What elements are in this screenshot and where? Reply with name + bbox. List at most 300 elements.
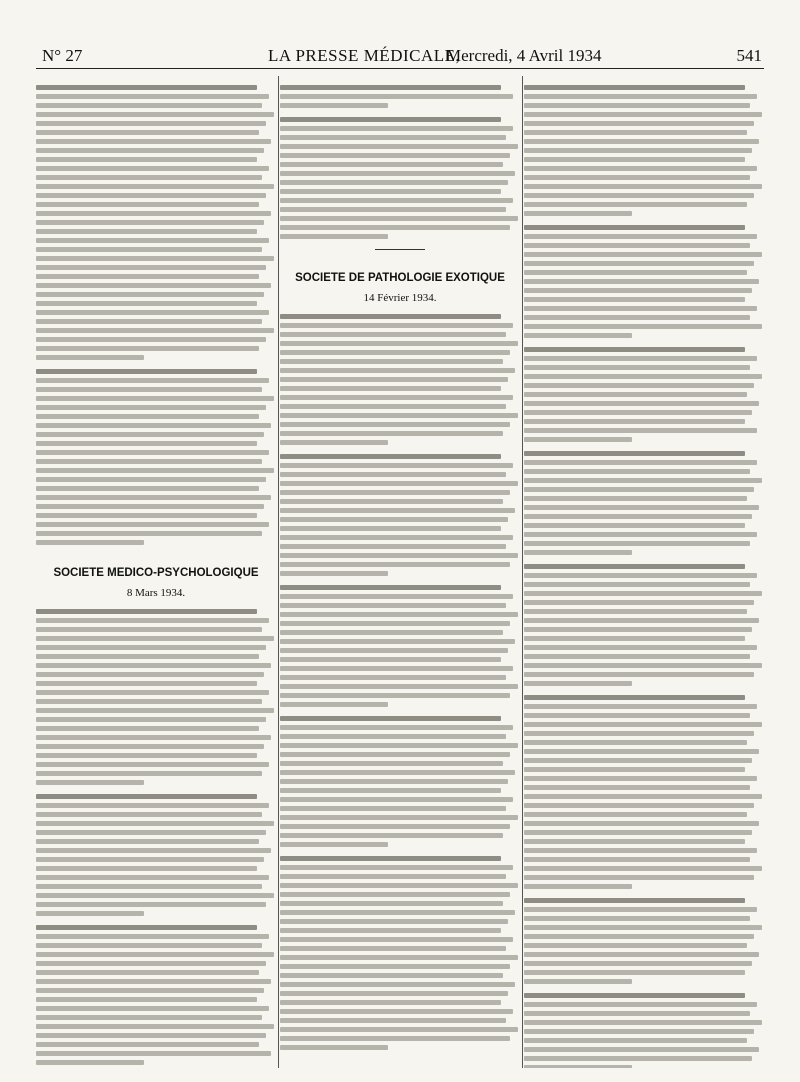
text-line-placeholder	[524, 794, 762, 799]
text-line-placeholder	[36, 337, 266, 342]
text-line-placeholder	[524, 695, 745, 700]
text-line-placeholder	[524, 618, 759, 623]
text-line-placeholder	[524, 812, 747, 817]
text-line-placeholder	[524, 645, 757, 650]
text-line-placeholder	[280, 535, 513, 540]
text-line-placeholder	[280, 842, 388, 847]
text-line-placeholder	[36, 292, 264, 297]
text-line-placeholder	[36, 346, 259, 351]
text-line-placeholder	[280, 94, 513, 99]
text-line-placeholder	[280, 431, 503, 436]
text-line-placeholder	[36, 830, 266, 835]
text-line-placeholder	[36, 94, 269, 99]
text-line-placeholder	[524, 821, 759, 826]
text-line-placeholder	[280, 743, 518, 748]
text-line-placeholder	[280, 1027, 518, 1032]
text-line-placeholder	[280, 472, 506, 477]
text-line-placeholder	[524, 970, 745, 975]
text-line-placeholder	[524, 148, 752, 153]
text-line-placeholder	[524, 993, 745, 998]
text-line-placeholder	[280, 126, 513, 131]
text-line-placeholder	[36, 988, 264, 993]
text-line-placeholder	[524, 139, 759, 144]
text-line-placeholder	[524, 333, 632, 338]
text-line-placeholder	[36, 405, 266, 410]
newspaper-title: LA PRESSE MÉDICALE,	[268, 46, 461, 65]
text-line-placeholder	[280, 725, 513, 730]
text-line-placeholder	[280, 594, 513, 599]
text-line-placeholder	[280, 1036, 510, 1041]
text-line-placeholder	[36, 884, 262, 889]
text-line-placeholder	[280, 216, 518, 221]
text-line-placeholder	[524, 85, 745, 90]
text-line-placeholder	[36, 130, 259, 135]
text-line-placeholder	[524, 514, 752, 519]
text-line-placeholder	[524, 166, 757, 171]
text-line-placeholder	[524, 1002, 757, 1007]
text-line-placeholder	[36, 902, 266, 907]
text-line-placeholder	[524, 225, 745, 230]
text-line-placeholder	[280, 824, 510, 829]
column-left	[36, 76, 276, 1068]
text-line-placeholder	[280, 937, 513, 942]
text-line-placeholder	[36, 85, 257, 90]
column-divider	[522, 76, 523, 1068]
text-line-placeholder	[36, 943, 262, 948]
text-line-placeholder	[280, 684, 518, 689]
text-line-placeholder	[36, 839, 259, 844]
text-line-placeholder	[524, 315, 750, 320]
text-line-placeholder	[280, 639, 515, 644]
text-line-placeholder	[280, 153, 510, 158]
text-line-placeholder	[36, 970, 259, 975]
text-line-placeholder	[524, 600, 754, 605]
text-line-placeholder	[280, 314, 501, 319]
text-line-placeholder	[280, 526, 501, 531]
text-line-placeholder	[524, 681, 632, 686]
text-line-placeholder	[280, 377, 508, 382]
text-line-placeholder	[524, 279, 759, 284]
text-line-placeholder	[280, 198, 513, 203]
text-line-placeholder	[524, 884, 632, 889]
text-line-placeholder	[524, 713, 750, 718]
text-line-placeholder	[524, 582, 750, 587]
section-heading-pathologie-exotique: SOCIÉTÉ DE PATHOLOGIE EXOTIQUE	[295, 272, 505, 284]
text-line-placeholder	[524, 803, 754, 808]
text-line-placeholder	[280, 571, 388, 576]
text-line-placeholder	[280, 463, 513, 468]
text-line-placeholder	[36, 1033, 266, 1038]
text-line-placeholder	[524, 573, 757, 578]
text-line-placeholder	[524, 288, 752, 293]
text-line-placeholder	[36, 627, 262, 632]
text-line-placeholder	[524, 663, 762, 668]
text-line-placeholder	[524, 324, 762, 329]
illegible-text	[280, 85, 520, 239]
text-line-placeholder	[524, 392, 747, 397]
text-line-placeholder	[280, 562, 510, 567]
text-line-placeholder	[524, 505, 759, 510]
text-line-placeholder	[524, 627, 752, 632]
text-line-placeholder	[280, 928, 501, 933]
text-line-placeholder	[280, 103, 388, 108]
text-line-placeholder	[280, 499, 503, 504]
text-line-placeholder	[524, 347, 745, 352]
text-line-placeholder	[524, 654, 750, 659]
text-line-placeholder	[280, 973, 503, 978]
text-line-placeholder	[280, 413, 518, 418]
text-line-placeholder	[280, 833, 503, 838]
text-line-placeholder	[280, 1045, 388, 1050]
text-line-placeholder	[524, 591, 762, 596]
section-date: 14 Février 1934.	[363, 292, 437, 304]
text-line-placeholder	[280, 440, 388, 445]
text-line-placeholder	[280, 162, 503, 167]
text-line-placeholder	[280, 341, 518, 346]
text-line-placeholder	[36, 821, 274, 826]
text-line-placeholder	[36, 193, 266, 198]
text-line-placeholder	[280, 180, 508, 185]
text-line-placeholder	[524, 130, 747, 135]
text-line-placeholder	[36, 531, 262, 536]
text-line-placeholder	[524, 916, 750, 921]
text-line-placeholder	[36, 1006, 269, 1011]
text-line-placeholder	[280, 779, 508, 784]
text-line-placeholder	[36, 753, 257, 758]
text-line-placeholder	[36, 319, 262, 324]
text-line-placeholder	[280, 189, 501, 194]
text-line-placeholder	[280, 234, 388, 239]
text-line-placeholder	[36, 952, 274, 957]
text-line-placeholder	[36, 1024, 274, 1029]
text-line-placeholder	[524, 943, 747, 948]
text-line-placeholder	[280, 883, 518, 888]
text-line-placeholder	[36, 378, 269, 383]
text-line-placeholder	[524, 356, 757, 361]
text-line-placeholder	[524, 767, 745, 772]
text-line-placeholder	[524, 410, 752, 415]
text-line-placeholder	[36, 139, 271, 144]
text-line-placeholder	[524, 365, 750, 370]
text-line-placeholder	[524, 740, 747, 745]
text-line-placeholder	[280, 874, 506, 879]
text-line-placeholder	[524, 252, 762, 257]
text-line-placeholder	[524, 907, 757, 912]
text-line-placeholder	[280, 788, 501, 793]
text-line-placeholder	[280, 603, 506, 608]
text-line-placeholder	[524, 1056, 752, 1061]
text-line-placeholder	[524, 898, 745, 903]
text-line-placeholder	[524, 749, 759, 754]
text-line-placeholder	[524, 401, 759, 406]
text-line-placeholder	[524, 451, 745, 456]
text-line-placeholder	[280, 171, 515, 176]
text-line-placeholder	[524, 437, 632, 442]
text-line-placeholder	[280, 553, 518, 558]
masthead	[36, 44, 764, 69]
text-line-placeholder	[36, 184, 274, 189]
text-line-placeholder	[524, 460, 757, 465]
text-line-placeholder	[36, 396, 274, 401]
text-line-placeholder	[36, 997, 257, 1002]
issue-date: Mercredi, 4 Avril 1934	[446, 46, 602, 65]
text-line-placeholder	[280, 675, 506, 680]
text-line-placeholder	[280, 991, 508, 996]
text-line-placeholder	[280, 770, 515, 775]
text-line-placeholder	[36, 857, 264, 862]
text-line-placeholder	[280, 144, 518, 149]
section-separator	[375, 249, 425, 250]
text-line-placeholder	[36, 301, 257, 306]
text-line-placeholder	[36, 812, 262, 817]
text-line-placeholder	[524, 496, 747, 501]
text-line-placeholder	[280, 386, 501, 391]
text-line-placeholder	[524, 419, 745, 424]
text-line-placeholder	[280, 517, 508, 522]
text-line-placeholder	[280, 716, 501, 721]
text-line-placeholder	[280, 964, 510, 969]
text-line-placeholder	[524, 374, 762, 379]
illegible-text	[280, 314, 520, 1050]
text-line-placeholder	[36, 495, 271, 500]
text-line-placeholder	[524, 234, 757, 239]
text-line-placeholder	[36, 175, 262, 180]
text-line-placeholder	[524, 261, 754, 266]
text-line-placeholder	[524, 487, 754, 492]
text-line-placeholder	[280, 368, 515, 373]
text-line-placeholder	[36, 681, 257, 686]
text-line-placeholder	[280, 85, 501, 90]
text-line-placeholder	[36, 875, 269, 880]
text-line-placeholder	[280, 422, 510, 427]
text-line-placeholder	[36, 618, 269, 623]
text-line-placeholder	[280, 955, 518, 960]
text-line-placeholder	[280, 865, 513, 870]
text-line-placeholder	[524, 121, 754, 126]
text-line-placeholder	[36, 803, 269, 808]
text-line-placeholder	[524, 478, 762, 483]
text-line-placeholder	[36, 726, 259, 731]
text-line-placeholder	[280, 734, 506, 739]
text-line-placeholder	[524, 306, 757, 311]
text-line-placeholder	[36, 690, 269, 695]
text-line-placeholder	[524, 1038, 747, 1043]
text-line-placeholder	[280, 454, 501, 459]
text-line-placeholder	[36, 468, 274, 473]
text-line-placeholder	[36, 432, 264, 437]
text-line-placeholder	[36, 672, 264, 677]
text-line-placeholder	[280, 892, 510, 897]
illegible-text	[36, 609, 276, 1068]
text-line-placeholder	[524, 1047, 759, 1052]
text-line-placeholder	[524, 722, 762, 727]
text-line-placeholder	[280, 323, 513, 328]
text-line-placeholder	[280, 761, 503, 766]
text-line-placeholder	[36, 961, 266, 966]
text-line-placeholder	[36, 369, 257, 374]
text-line-placeholder	[36, 645, 266, 650]
text-line-placeholder	[36, 247, 262, 252]
text-line-placeholder	[36, 387, 262, 392]
text-line-placeholder	[36, 477, 266, 482]
text-line-placeholder	[524, 202, 747, 207]
text-line-placeholder	[524, 112, 762, 117]
text-line-placeholder	[36, 636, 274, 641]
text-line-placeholder	[524, 1020, 762, 1025]
text-line-placeholder	[36, 283, 271, 288]
text-line-placeholder	[280, 350, 510, 355]
text-line-placeholder	[524, 428, 757, 433]
text-line-placeholder	[280, 657, 501, 662]
text-line-placeholder	[36, 848, 271, 853]
text-line-placeholder	[280, 752, 510, 757]
text-line-placeholder	[280, 395, 513, 400]
text-line-placeholder	[524, 523, 745, 528]
text-line-placeholder	[36, 735, 271, 740]
text-line-placeholder	[280, 508, 515, 513]
text-line-placeholder	[36, 166, 269, 171]
text-line-placeholder	[36, 934, 269, 939]
text-line-placeholder	[280, 693, 510, 698]
text-line-placeholder	[524, 270, 747, 275]
text-line-placeholder	[524, 925, 762, 930]
text-line-placeholder	[280, 982, 515, 987]
text-line-placeholder	[36, 663, 271, 668]
text-line-placeholder	[36, 1051, 271, 1056]
text-line-placeholder	[280, 1000, 501, 1005]
text-line-placeholder	[524, 184, 762, 189]
text-line-placeholder	[36, 654, 259, 659]
text-line-placeholder	[280, 901, 503, 906]
text-line-placeholder	[280, 910, 515, 915]
text-line-placeholder	[524, 550, 632, 555]
illegible-text	[524, 85, 764, 1068]
text-line-placeholder	[524, 94, 757, 99]
text-line-placeholder	[280, 797, 513, 802]
text-line-placeholder	[36, 771, 262, 776]
text-line-placeholder	[36, 699, 262, 704]
text-line-placeholder	[524, 211, 632, 216]
text-line-placeholder	[524, 866, 762, 871]
text-line-placeholder	[280, 359, 503, 364]
text-line-placeholder	[280, 207, 506, 212]
text-line-placeholder	[524, 672, 754, 677]
text-line-placeholder	[36, 911, 144, 916]
text-line-placeholder	[280, 490, 510, 495]
text-line-placeholder	[36, 979, 271, 984]
section-heading-medico-psychologique: SOCIÉTÉ MÉDICO-PSYCHOLOGIQUE	[53, 567, 259, 579]
issue-number: N° 27	[42, 46, 83, 65]
text-line-placeholder	[36, 609, 257, 614]
text-line-placeholder	[36, 717, 266, 722]
text-line-placeholder	[524, 979, 632, 984]
text-line-placeholder	[36, 328, 274, 333]
text-line-placeholder	[36, 708, 274, 713]
text-line-placeholder	[280, 332, 506, 337]
text-line-placeholder	[36, 744, 264, 749]
text-line-placeholder	[524, 875, 754, 880]
text-line-placeholder	[36, 441, 257, 446]
text-line-placeholder	[36, 1060, 144, 1065]
text-line-placeholder	[36, 522, 269, 527]
text-line-placeholder	[524, 636, 745, 641]
text-line-placeholder	[524, 776, 757, 781]
text-line-placeholder	[36, 513, 257, 518]
text-line-placeholder	[36, 256, 274, 261]
text-line-placeholder	[280, 544, 506, 549]
text-line-placeholder	[280, 806, 506, 811]
column-middle	[280, 76, 520, 1068]
text-line-placeholder	[524, 934, 754, 939]
text-line-placeholder	[524, 785, 750, 790]
text-line-placeholder	[524, 1029, 754, 1034]
text-line-placeholder	[524, 758, 752, 763]
column-right	[524, 76, 764, 1068]
text-line-placeholder	[36, 450, 269, 455]
text-line-placeholder	[280, 225, 510, 230]
text-line-placeholder	[36, 1042, 259, 1047]
text-line-placeholder	[36, 423, 271, 428]
text-line-placeholder	[524, 961, 752, 966]
text-line-placeholder	[280, 135, 506, 140]
text-line-placeholder	[524, 175, 750, 180]
text-line-placeholder	[280, 585, 501, 590]
text-line-placeholder	[524, 609, 747, 614]
text-line-placeholder	[524, 839, 745, 844]
text-line-placeholder	[524, 731, 754, 736]
text-line-placeholder	[524, 157, 745, 162]
text-line-placeholder	[280, 702, 388, 707]
text-line-placeholder	[36, 238, 269, 243]
text-line-placeholder	[36, 1015, 262, 1020]
text-line-placeholder	[280, 1018, 506, 1023]
text-line-placeholder	[36, 202, 259, 207]
text-line-placeholder	[524, 848, 757, 853]
text-line-placeholder	[280, 481, 518, 486]
text-line-placeholder	[36, 780, 144, 785]
text-line-placeholder	[280, 117, 501, 122]
text-line-placeholder	[280, 946, 506, 951]
text-line-placeholder	[36, 220, 264, 225]
text-line-placeholder	[524, 564, 745, 569]
text-line-placeholder	[280, 621, 510, 626]
text-line-placeholder	[280, 919, 508, 924]
text-line-placeholder	[36, 274, 259, 279]
text-line-placeholder	[36, 794, 257, 799]
text-line-placeholder	[280, 612, 518, 617]
text-line-placeholder	[524, 532, 757, 537]
text-line-placeholder	[280, 630, 503, 635]
text-line-placeholder	[524, 383, 754, 388]
text-line-placeholder	[524, 193, 754, 198]
text-line-placeholder	[36, 355, 144, 360]
text-line-placeholder	[524, 297, 745, 302]
text-line-placeholder	[524, 541, 750, 546]
text-line-placeholder	[524, 469, 750, 474]
text-line-placeholder	[36, 265, 266, 270]
text-line-placeholder	[524, 243, 750, 248]
text-line-placeholder	[524, 830, 752, 835]
text-line-placeholder	[36, 459, 262, 464]
text-line-placeholder	[36, 310, 269, 315]
text-line-placeholder	[36, 486, 259, 491]
column-divider	[278, 76, 279, 1068]
text-line-placeholder	[36, 762, 269, 767]
text-line-placeholder	[524, 1065, 632, 1068]
text-line-placeholder	[36, 157, 257, 162]
text-line-placeholder	[36, 925, 257, 930]
text-line-placeholder	[280, 815, 518, 820]
